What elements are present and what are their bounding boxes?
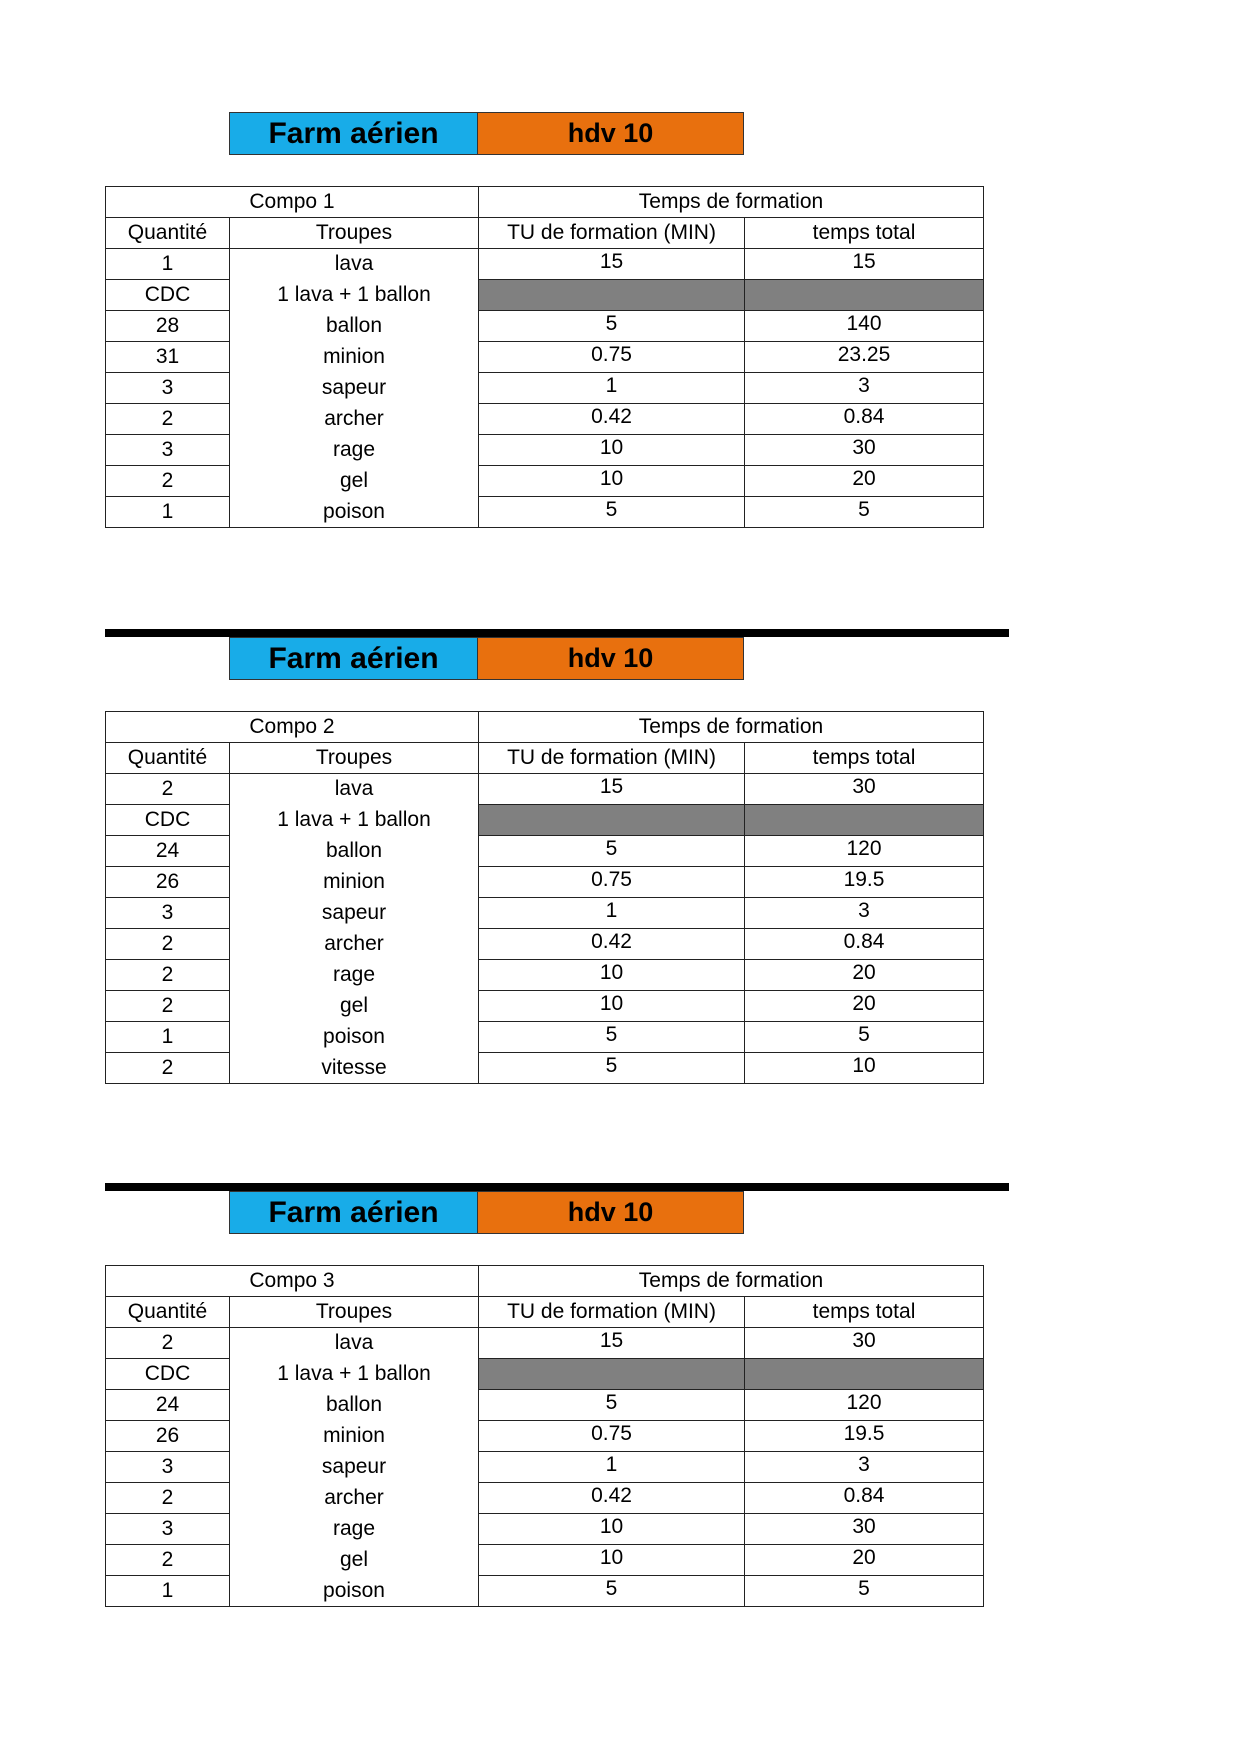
table-row <box>106 1576 984 1607</box>
total-cell <box>745 280 984 311</box>
title-farm: Farm aérien <box>229 1191 478 1234</box>
compo-table <box>105 186 984 528</box>
tu-cell: 0.42 <box>479 929 745 960</box>
tu-cell: 1 <box>479 1452 745 1483</box>
title-bar <box>229 1191 744 1236</box>
troop-cell: sapeur <box>230 1452 479 1483</box>
header-tu-formation: TU de formation (MIN) <box>479 218 745 249</box>
compo-label: Compo 1 <box>106 187 479 218</box>
qty-cell: 2 <box>106 466 230 497</box>
troop-cell: poison <box>230 1022 479 1053</box>
table-row <box>106 1022 984 1053</box>
troop-cell: vitesse <box>230 1053 479 1084</box>
total-cell: 10 <box>745 1053 984 1084</box>
qty-cell: 3 <box>106 1514 230 1545</box>
compo-table <box>105 1265 984 1607</box>
total-cell: 20 <box>745 960 984 991</box>
qty-cell: 3 <box>106 898 230 929</box>
troop-cell: poison <box>230 1576 479 1607</box>
qty-cell: CDC <box>106 280 230 311</box>
troop-cell: 1 lava + 1 ballon <box>230 1359 479 1390</box>
tu-cell: 5 <box>479 497 745 528</box>
qty-cell: 3 <box>106 1452 230 1483</box>
header-row-top <box>106 1266 984 1297</box>
title-hdv: hdv 10 <box>478 112 744 155</box>
qty-cell: 2 <box>106 960 230 991</box>
troop-cell: minion <box>230 867 479 898</box>
header-temps-total: temps total <box>745 218 984 249</box>
header-row-top <box>106 187 984 218</box>
header-row-top <box>106 712 984 743</box>
total-cell: 120 <box>745 1390 984 1421</box>
title-farm: Farm aérien <box>229 112 478 155</box>
troop-cell: rage <box>230 1514 479 1545</box>
troop-cell: ballon <box>230 836 479 867</box>
troop-cell: gel <box>230 466 479 497</box>
title-hdv: hdv 10 <box>478 637 744 680</box>
troop-cell: ballon <box>230 1390 479 1421</box>
qty-cell: 3 <box>106 435 230 466</box>
total-cell: 20 <box>745 991 984 1022</box>
tu-cell: 5 <box>479 1053 745 1084</box>
formation-header: Temps de formation <box>479 187 984 218</box>
table-row <box>106 373 984 404</box>
troop-cell: 1 lava + 1 ballon <box>230 280 479 311</box>
tu-cell: 10 <box>479 1514 745 1545</box>
troop-cell: lava <box>230 249 479 280</box>
troop-cell: ballon <box>230 311 479 342</box>
qty-cell: 24 <box>106 836 230 867</box>
troop-cell: poison <box>230 497 479 528</box>
troop-cell: rage <box>230 960 479 991</box>
table-row <box>106 311 984 342</box>
total-cell: 5 <box>745 1576 984 1607</box>
tu-cell: 10 <box>479 466 745 497</box>
total-cell <box>745 805 984 836</box>
troop-cell: gel <box>230 991 479 1022</box>
total-cell: 30 <box>745 435 984 466</box>
title-hdv: hdv 10 <box>478 1191 744 1234</box>
total-cell: 0.84 <box>745 1483 984 1514</box>
header-tu-formation: TU de formation (MIN) <box>479 743 745 774</box>
table-row <box>106 1483 984 1514</box>
total-cell: 23.25 <box>745 342 984 373</box>
qty-cell: 2 <box>106 1328 230 1359</box>
qty-cell: 1 <box>106 249 230 280</box>
tu-cell: 10 <box>479 991 745 1022</box>
header-tu-formation: TU de formation (MIN) <box>479 1297 745 1328</box>
tu-cell: 0.75 <box>479 1421 745 1452</box>
header-temps-total: temps total <box>745 743 984 774</box>
troop-cell: archer <box>230 1483 479 1514</box>
qty-cell: 2 <box>106 929 230 960</box>
total-cell: 15 <box>745 249 984 280</box>
tu-cell: 5 <box>479 1390 745 1421</box>
compo-table <box>105 711 984 1084</box>
troop-cell: lava <box>230 774 479 805</box>
formation-header: Temps de formation <box>479 1266 984 1297</box>
table-row <box>106 836 984 867</box>
total-cell: 120 <box>745 836 984 867</box>
table-row <box>106 404 984 435</box>
troop-cell: rage <box>230 435 479 466</box>
troop-cell: lava <box>230 1328 479 1359</box>
troop-cell: sapeur <box>230 373 479 404</box>
table-row <box>106 497 984 528</box>
total-cell: 5 <box>745 497 984 528</box>
table-row <box>106 1452 984 1483</box>
tu-cell: 10 <box>479 960 745 991</box>
tu-cell: 5 <box>479 311 745 342</box>
total-cell: 3 <box>745 898 984 929</box>
table-row <box>106 898 984 929</box>
compo-label: Compo 2 <box>106 712 479 743</box>
table-row <box>106 466 984 497</box>
tu-cell <box>479 1359 745 1390</box>
header-quantite: Quantité <box>106 743 230 774</box>
troop-cell: minion <box>230 342 479 373</box>
tu-cell <box>479 805 745 836</box>
qty-cell: 26 <box>106 1421 230 1452</box>
header-temps-total: temps total <box>745 1297 984 1328</box>
header-row-columns <box>106 218 984 249</box>
total-cell: 30 <box>745 774 984 805</box>
table-row <box>106 929 984 960</box>
troop-cell: gel <box>230 1545 479 1576</box>
qty-cell: 31 <box>106 342 230 373</box>
qty-cell: CDC <box>106 805 230 836</box>
header-quantite: Quantité <box>106 1297 230 1328</box>
table-row <box>106 435 984 466</box>
header-troupes: Troupes <box>230 218 479 249</box>
troop-cell: archer <box>230 404 479 435</box>
qty-cell: 2 <box>106 1483 230 1514</box>
tu-cell: 1 <box>479 373 745 404</box>
qty-cell: 28 <box>106 311 230 342</box>
table-row <box>106 960 984 991</box>
troop-cell: archer <box>230 929 479 960</box>
total-cell: 3 <box>745 1452 984 1483</box>
tu-cell: 15 <box>479 249 745 280</box>
title-bar <box>229 637 744 682</box>
table-row <box>106 867 984 898</box>
qty-cell: 2 <box>106 1545 230 1576</box>
section-divider <box>105 1183 1009 1191</box>
header-troupes: Troupes <box>230 1297 479 1328</box>
section-divider <box>105 629 1009 637</box>
tu-cell: 5 <box>479 1576 745 1607</box>
tu-cell: 0.42 <box>479 404 745 435</box>
tu-cell <box>479 280 745 311</box>
title-bar <box>229 112 744 157</box>
tu-cell: 15 <box>479 774 745 805</box>
qty-cell: 2 <box>106 991 230 1022</box>
qty-cell: 26 <box>106 867 230 898</box>
tu-cell: 5 <box>479 1022 745 1053</box>
total-cell: 140 <box>745 311 984 342</box>
table-row <box>106 1359 984 1390</box>
table-row <box>106 774 984 805</box>
tu-cell: 5 <box>479 836 745 867</box>
compo-label: Compo 3 <box>106 1266 479 1297</box>
total-cell: 3 <box>745 373 984 404</box>
formation-header: Temps de formation <box>479 712 984 743</box>
total-cell: 0.84 <box>745 404 984 435</box>
tu-cell: 0.75 <box>479 867 745 898</box>
table-row <box>106 805 984 836</box>
total-cell: 30 <box>745 1328 984 1359</box>
qty-cell: CDC <box>106 1359 230 1390</box>
qty-cell: 1 <box>106 497 230 528</box>
table-row <box>106 342 984 373</box>
total-cell <box>745 1359 984 1390</box>
tu-cell: 15 <box>479 1328 745 1359</box>
qty-cell: 2 <box>106 1053 230 1084</box>
qty-cell: 2 <box>106 404 230 435</box>
total-cell: 20 <box>745 1545 984 1576</box>
total-cell: 19.5 <box>745 867 984 898</box>
table-row <box>106 280 984 311</box>
qty-cell: 24 <box>106 1390 230 1421</box>
qty-cell: 1 <box>106 1576 230 1607</box>
table-row <box>106 1421 984 1452</box>
tu-cell: 0.42 <box>479 1483 745 1514</box>
qty-cell: 2 <box>106 774 230 805</box>
header-row-columns <box>106 1297 984 1328</box>
table-row <box>106 1390 984 1421</box>
troop-cell: 1 lava + 1 ballon <box>230 805 479 836</box>
troop-cell: sapeur <box>230 898 479 929</box>
table-row <box>106 1328 984 1359</box>
tu-cell: 10 <box>479 1545 745 1576</box>
total-cell: 0.84 <box>745 929 984 960</box>
total-cell: 5 <box>745 1022 984 1053</box>
header-row-columns <box>106 743 984 774</box>
table-row <box>106 1053 984 1084</box>
tu-cell: 0.75 <box>479 342 745 373</box>
qty-cell: 1 <box>106 1022 230 1053</box>
table-row <box>106 1514 984 1545</box>
header-quantite: Quantité <box>106 218 230 249</box>
table-row <box>106 1545 984 1576</box>
qty-cell: 3 <box>106 373 230 404</box>
title-farm: Farm aérien <box>229 637 478 680</box>
table-row <box>106 991 984 1022</box>
tu-cell: 10 <box>479 435 745 466</box>
total-cell: 20 <box>745 466 984 497</box>
table-row <box>106 249 984 280</box>
total-cell: 30 <box>745 1514 984 1545</box>
header-troupes: Troupes <box>230 743 479 774</box>
tu-cell: 1 <box>479 898 745 929</box>
troop-cell: minion <box>230 1421 479 1452</box>
total-cell: 19.5 <box>745 1421 984 1452</box>
